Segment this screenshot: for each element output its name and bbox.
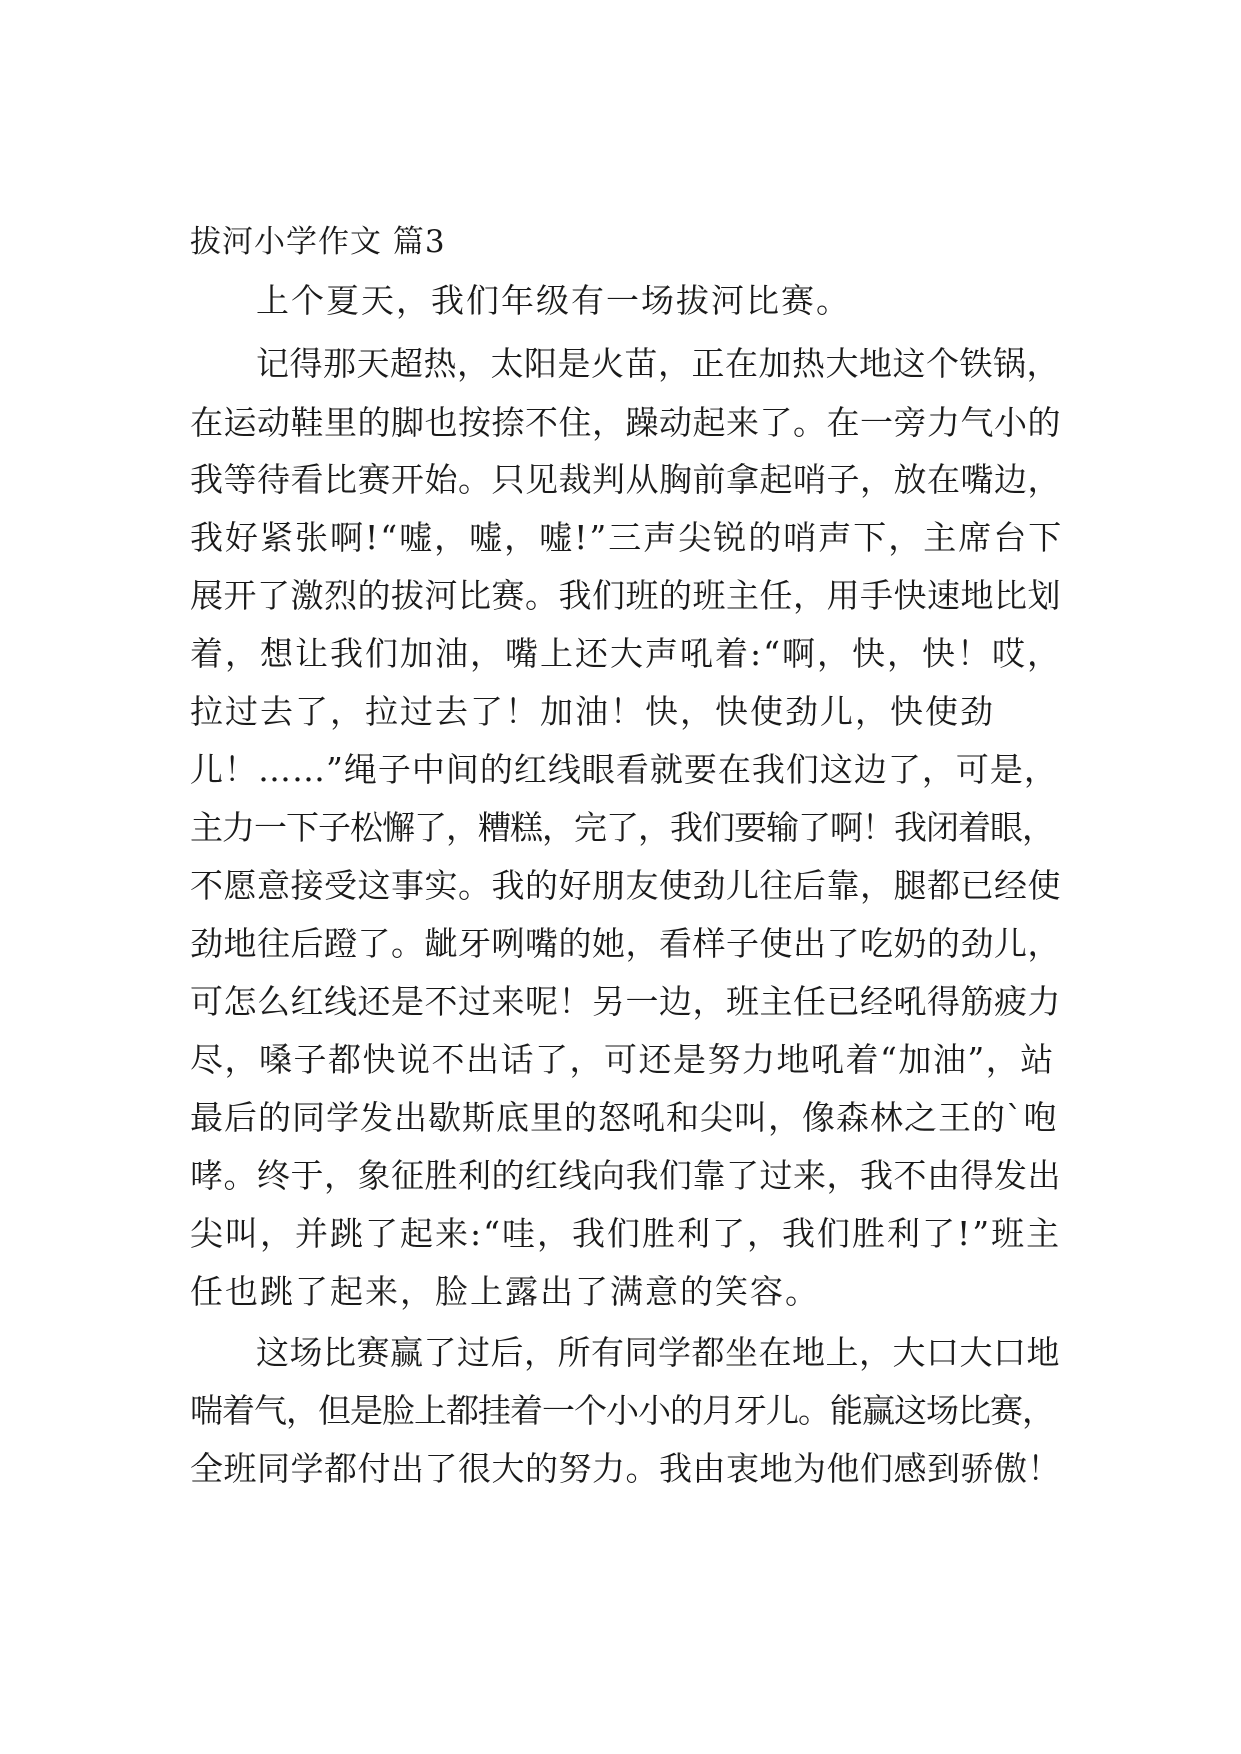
text-line: 尽，嗓子都快说不出话了，可还是努力地吼着“加油”，站 xyxy=(190,1040,1055,1079)
text-line: 哮。终于，象征胜利的红线向我们靠了过来，我不由得发出 xyxy=(190,1156,1061,1195)
text-line: 喘着气，但是脸上都挂着一个小小的月牙儿。能赢这场比赛， xyxy=(190,1391,1054,1430)
text-line: 拉过去了，拉过去了！加油！快，快使劲儿，快使劲 xyxy=(190,692,995,731)
text-line: 任也跳了起来，脸上露出了满意的笑容。 xyxy=(190,1272,820,1311)
text-line: 不愿意接受这事实。我的好朋友使劲儿往后靠，腿都已经使 xyxy=(190,866,1061,905)
text-line: 我好紧张啊!“嘘，嘘，嘘!”三声尖锐的哨声下，主席台下 xyxy=(190,518,1064,557)
text-line: 上个夏天，我们年级有一场拔河比赛。 xyxy=(256,281,851,320)
document-title: 拔河小学作文 篇3 xyxy=(190,224,446,260)
text-line: 可怎么红线还是不过来呢！另一边，班主任已经吼得筋疲力 xyxy=(190,982,1061,1021)
text-line: 着，想让我们加油，嘴上还大声吼着:“啊，快，快！哎， xyxy=(190,634,1062,673)
text-line: 我等待看比赛开始。只见裁判从胸前拿起哨子，放在嘴边， xyxy=(190,460,1061,499)
text-line: 这场比赛赢了过后，所有同学都坐在地上，大口大口地 xyxy=(256,1333,1060,1372)
text-line: 儿！……”绳子中间的红线眼看就要在我们这边了，可是， xyxy=(190,750,1058,789)
text-line: 全班同学都付出了很大的努力。我由衷地为他们感到骄傲！ xyxy=(190,1449,1061,1488)
text-line: 最后的同学发出歇斯底里的怒吼和尖叫，像森林之王的`咆 xyxy=(190,1098,1058,1137)
text-line: 尖叫，并跳了起来:“哇，我们胜利了，我们胜利了!”班主 xyxy=(190,1214,1062,1253)
text-line: 在运动鞋里的脚也按捺不住，躁动起来了。在一旁力气小的 xyxy=(190,403,1061,442)
text-line: 主力一下子松懈了，糟糕，完了，我们要输了啊！我闭着眼， xyxy=(190,808,1054,847)
text-line: 劲地往后蹬了。龇牙咧嘴的她，看样子使出了吃奶的劲儿， xyxy=(190,924,1061,963)
text-line: 展开了激烈的拔河比赛。我们班的班主任，用手快速地比划 xyxy=(190,576,1061,615)
text-line: 记得那天超热，太阳是火苗，正在加热大地这个铁锅， xyxy=(256,344,1060,383)
